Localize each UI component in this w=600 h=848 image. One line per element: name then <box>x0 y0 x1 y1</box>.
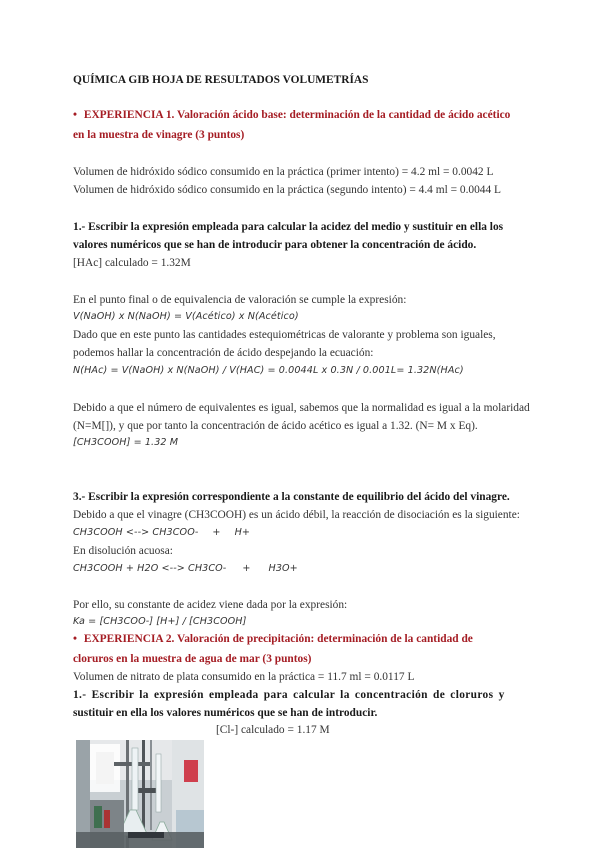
q1-formula-equivalence: V(NaOH) x N(NaOH) = V(Acético) x N(Acético) <box>73 311 299 322</box>
q1-text-equivalence: En el punto final o de equivalencia de valoración se cumple la expresión: <box>73 294 407 306</box>
document-title: QUÍMICA GIB HOJA DE RESULTADOS VOLUMETRÍAS <box>73 74 369 86</box>
q3-text-aqueous: En disolución acuosa: <box>73 545 173 557</box>
reaction2-left: CH3COOH + H2O <--> CH3CO- <box>73 563 227 574</box>
q1-formula-calculation: N(HAc) = V(NaOH) x N(NaOH) / V(HAC) = 0.0044L x 0.3N / 0.001L= 1.32N(HAc) <box>73 365 464 376</box>
exp2-volume: Volumen de nitrato de plata consumido en la práctica = 11.7 ml = 0.0117 L <box>73 671 415 683</box>
reaction1-right: H+ <box>234 527 251 538</box>
exp2-heading-line2: cloruros en la muestra de agua de mar (3 puntos) <box>73 653 312 665</box>
q3-text-constant: Por ello, su constante de acidez viene dada por la expresión: <box>73 599 348 611</box>
q1b-heading-line2: sustituir en ella los valores numéricos que se han de introducir. <box>73 707 378 719</box>
q1b-heading-line1: 1.- Escribir la expresión empleada para calcular la concentración de cloruros y <box>73 689 505 701</box>
exp1-heading-line1 <box>73 108 510 122</box>
exp1-bullet: • <box>73 109 77 121</box>
q1b-result: [Cl-] calculado = 1.17 M <box>216 724 330 736</box>
reaction1-plus: + <box>212 527 221 538</box>
exp1-volume-second: Volumen de hidróxido sódico consumido en la práctica (segundo intento) = 4.4 ml = 0.0044 L <box>73 184 502 196</box>
lab-titration-photo <box>76 740 204 848</box>
q3-reaction-aqueous <box>73 562 298 576</box>
q3-reaction-dissociation <box>73 526 250 540</box>
exp2-heading-line1 <box>73 632 473 646</box>
q1-text-stoichiometric: Dado que en este punto las cantidades estequiométricas de valorante y problema son iguales, <box>73 329 496 341</box>
q1-text-molarity: (N=M[]), y que por tanto la concentración de ácido acético es igual a 1.32. (N= M x Eq). <box>73 420 478 432</box>
q1-text-solve: podemos hallar la concentración de ácido despejando la ecuación: <box>73 347 374 359</box>
reaction2-right: H3O+ <box>268 563 298 574</box>
reaction1-left: CH3COOH <--> CH3COO- <box>73 527 199 538</box>
q3-text-weak-acid: Debido a que el vinagre (CH3COOH) es un ácido débil, la reacción de disociación es la siguiente: <box>73 509 520 521</box>
q1-formula-concentration: [CH3COOH] = 1.32 M <box>73 437 179 448</box>
exp1-volume-first: Volumen de hidróxido sódico consumido en la práctica (primer intento) = 4.2 ml = 0.0042 L <box>73 166 494 178</box>
exp1-heading-text: EXPERIENCIA 1. Valoración ácido base: determinación de la cantidad de ácido acético <box>83 109 511 121</box>
q3-formula-ka: Ka = [CH3COO-] [H+] / [CH3COOH] <box>73 616 247 627</box>
lab-photo-illustration <box>76 740 204 848</box>
q1-heading-line2: valores numéricos que se han de introducir para obtener la concentración de ácido. <box>73 239 477 251</box>
q1-text-normality: Debido a que el número de equivalentes es igual, sabemos que la normalidad es igual a la molaridad <box>73 402 530 414</box>
q3-heading: 3.- Escribir la expresión correspondiente a la constante de equilibrio del ácido del vinagre. <box>73 491 510 503</box>
q1-result: [HAc] calculado = 1.32M <box>73 257 191 269</box>
exp1-heading-line2: en la muestra de vinagre (3 puntos) <box>73 129 245 141</box>
exp2-bullet: • <box>73 633 77 645</box>
exp2-heading-text: EXPERIENCIA 2. Valoración de precipitación: determinación de la cantidad de <box>83 633 473 645</box>
reaction2-plus: + <box>242 563 251 574</box>
q1-heading-line1: 1.- Escribir la expresión empleada para calcular la acidez del medio y sustituir en ella los <box>73 221 504 233</box>
